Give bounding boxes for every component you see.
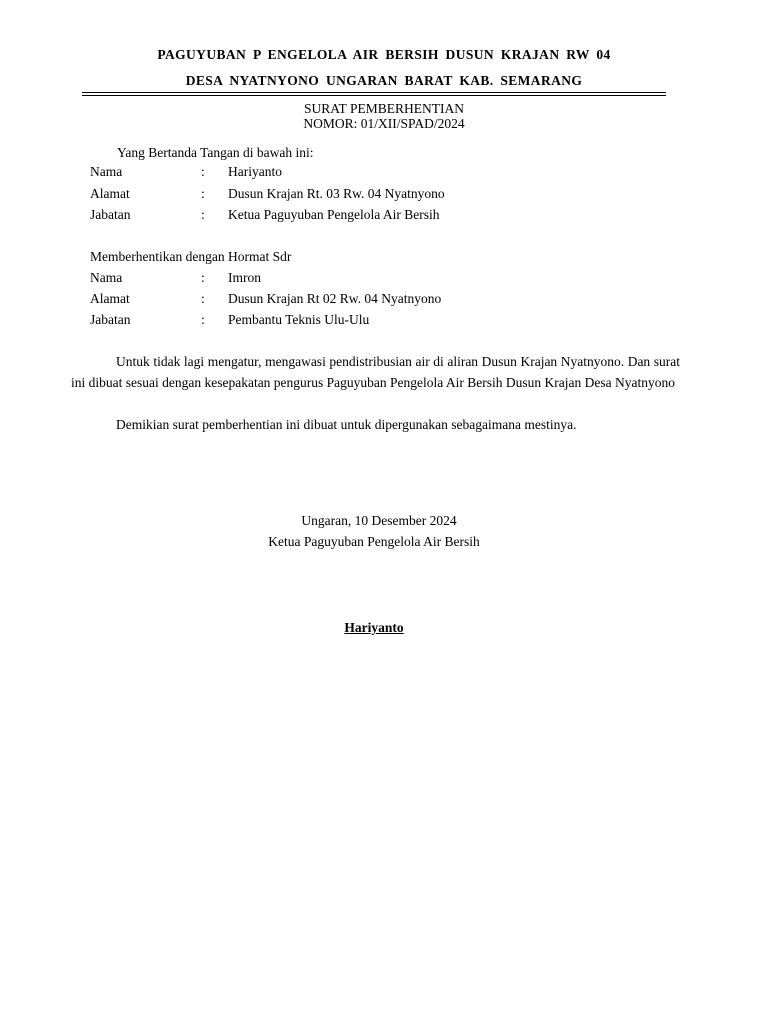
signer-address-label: Alamat [90,186,130,201]
place-date: Ungaran, 10 Desember 2024 [301,513,457,528]
dismissed-name-colon: : [201,270,205,285]
header-separator [82,89,666,99]
body-paragraph-1 [71,351,680,393]
dismissed-intro: Memberhentikan dengan Hormat Sdr [90,249,292,264]
letter-title: SURAT PEMBERHENTIAN [304,101,464,116]
body-paragraph-2 [71,414,680,435]
dismissed-name-value: Imron [228,270,261,285]
dismissed-name-label: Nama [90,270,123,285]
signer-name-label: Nama [90,164,123,179]
dismissed-position-colon: : [201,312,205,327]
letter-number: NOMOR: 01/XII/SPAD/2024 [303,116,465,131]
dismissed-address-colon: : [201,291,205,306]
organization-name: PAGUYUBAN P ENGELOLA AIR BERSIH DUSUN KRAJAN RW 04 [157,47,611,62]
signer-position-label: Jabatan [90,207,131,222]
signer-signature-name: Hariyanto [344,620,404,635]
body-paragraph-2-text: Demikian surat pemberhentian ini dibuat untuk dipergunakan sebagaimana mestinya. [116,417,577,432]
signer-address-value: Dusun Krajan Rt. 03 Rw. 04 Nyatnyono [228,186,445,201]
signer-position-value: Ketua Paguyuban Pengelola Air Bersih [228,207,440,222]
signer-position-colon: : [201,207,205,222]
dismissed-position-value: Pembantu Teknis Ulu-Ulu [228,312,370,327]
body-paragraph-1-text: Untuk tidak lagi mengatur, mengawasi pendistribusian air di aliran Dusun Krajan Nyatnyono. Dan surat ini dibuat sesuai dengan kesepakatan pengurus Paguyuban Pengelola Air Bersih Dusun Krajan Desa Nyatnyono [71,354,680,390]
dismissed-position-label: Jabatan [90,312,131,327]
dismissed-address-value: Dusun Krajan Rt 02 Rw. 04 Nyatnyono [228,291,442,306]
signer-name-value: Hariyanto [228,164,282,179]
signer-intro: Yang Bertanda Tangan di bawah ini: [117,145,314,160]
signer-address-colon: : [201,186,205,201]
organization-address: DESA NYATNYONO UNGARAN BARAT KAB. SEMARANG [185,73,583,88]
signer-position-closing: Ketua Paguyuban Pengelola Air Bersih [268,534,480,549]
signer-name-colon: : [201,164,205,179]
dismissed-address-label: Alamat [90,291,130,306]
